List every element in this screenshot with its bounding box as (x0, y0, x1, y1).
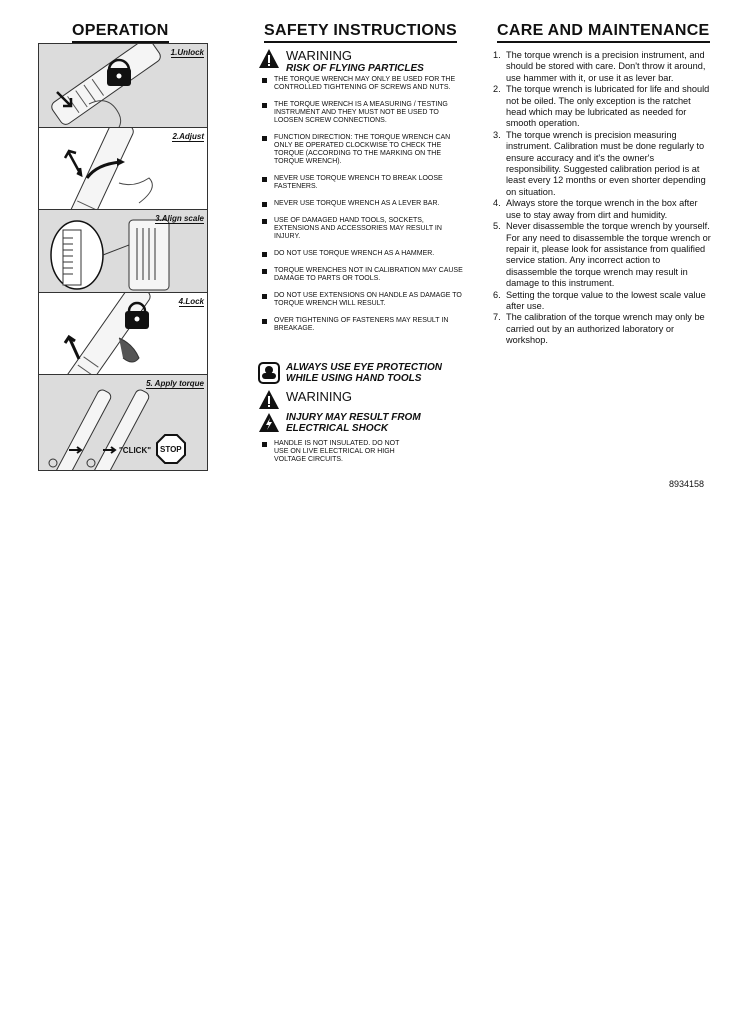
eye-protection-line2: WHILE USING HAND TOOLS (286, 373, 422, 384)
click-text: "CLICK" (119, 446, 152, 455)
item-text: Setting the torque value to the lowest scale value after use. (506, 289, 706, 311)
list-item: THE TORQUE WRENCH IS A MEASURING / TESTING INSTRUMENT AND THEY MUST NOT BE USED TO LOOSEN SCREW CONNECTIONS. (262, 101, 467, 125)
stop-sign-text: STOP (160, 445, 182, 454)
warning-subheading: RISK OF FLYING PARTICLES (286, 63, 424, 74)
step-align-scale-label: 3.Align scale (155, 214, 204, 223)
item-number: 4. (493, 198, 501, 209)
step-adjust-label: 2.Adjust (172, 132, 204, 141)
list-item (493, 198, 711, 221)
step-unlock-panel (38, 43, 208, 129)
step-adjust-panel (38, 127, 208, 211)
care-title: CARE AND MAINTENANCE (497, 22, 710, 43)
item-number: 2. (493, 84, 501, 95)
item-number: 1. (493, 50, 501, 60)
warning-heading: WARINING (286, 48, 352, 63)
safety-goggles-icon (258, 362, 280, 384)
item-text: The calibration of the torque wrench may only be carried out by an authorized laboratory or workshop. (506, 312, 705, 346)
item-number: 3. (493, 129, 501, 140)
list-item (493, 312, 711, 346)
list-item: NEVER USE TORQUE WRENCH AS A LEVER BAR. (262, 200, 467, 208)
list-item (493, 130, 711, 198)
warning-electrical (258, 389, 352, 411)
item-text: The torque wrench is lubricated for life and should not be oiled. The only exception is the ratchet head which may be lubricated as needed for smooth operation. (506, 84, 710, 129)
list-item: DO NOT USE EXTENSIONS ON HANDLE AS DAMAGE TO TORQUE WRENCH WILL RESULT. (262, 292, 467, 308)
eye-protection-notice (258, 362, 442, 384)
step-lock-panel (38, 292, 208, 376)
care-list (493, 50, 711, 347)
list-item: USE OF DAMAGED HAND TOOLS, SOCKETS, EXTENSIONS AND ACCESSORIES MAY RESULT IN INJURY. (262, 217, 467, 241)
electrical-line1: INJURY MAY RESULT FROM (286, 412, 421, 423)
warning-heading: WARINING (286, 389, 352, 404)
safety-title: SAFETY INSTRUCTIONS (264, 22, 457, 43)
warning-triangle-icon (258, 48, 280, 70)
step-apply-torque-label: 5. Apply torque (146, 379, 204, 388)
list-item (493, 290, 711, 313)
electrical-line2: ELECTRICAL SHOCK (286, 423, 389, 434)
document-number: 8934158 (669, 479, 705, 489)
list-item: FUNCTION DIRECTION: THE TORQUE WRENCH CAN ONLY BE OPERATED CLOCKWISE TO CHECK THE TORQUE (ACCORDING TO THE MARKING ON THE TORQUE WRENCH). (262, 134, 467, 166)
list-item: OVER TIGHTENING OF FASTENERS MAY RESULT IN BREAKAGE. (262, 317, 467, 333)
list-item: DO NOT USE TORQUE WRENCH AS A HAMMER. (262, 250, 467, 258)
eye-protection-line1: ALWAYS USE EYE PROTECTION (286, 362, 442, 373)
electrical-shock-notice (258, 412, 421, 434)
safety-bullet-list (262, 76, 467, 333)
list-item (493, 221, 711, 289)
item-text: The torque wrench is a precision instrument, and should be stored with care. Don't throw it around, use hammer with it, or use it as lever bar. (506, 50, 706, 83)
item-text: Always store the torque wrench in the box after use to stay away from dirt and humidity. (506, 198, 698, 220)
item-text: The torque wrench is precision measuring instrument. Calibration must be done regularly to ensure accuracy and it's the owner's responsibility. Suggested calibration period is at least every 12 months or even shorter depending on situation. (506, 129, 706, 197)
item-number: 6. (493, 289, 501, 300)
list-item: TORQUE WRENCHES NOT IN CALIBRATION MAY CAUSE DAMAGE TO PARTS OR TOOLS. (262, 267, 467, 283)
item-number: 5. (493, 221, 501, 232)
high-voltage-icon (258, 412, 280, 434)
step-lock-label: 4.Lock (178, 297, 204, 306)
list-item: NEVER USE TORQUE WRENCH TO BREAK LOOSE FASTENERS. (262, 175, 467, 191)
apply-torque-illustration (39, 375, 207, 470)
operation-title: OPERATION (72, 22, 169, 43)
list-item (493, 50, 711, 84)
step-align-scale-panel (38, 209, 208, 294)
item-number: 7. (493, 312, 501, 323)
list-item: THE TORQUE WRENCH MAY ONLY BE USED FOR THE CONTROLLED TIGHTENING OF SCREWS AND NUTS. (262, 76, 467, 92)
list-item: HANDLE IS NOT INSULATED. DO NOT USE ON LIVE ELECTRICAL OR HIGH VOLTAGE CIRCUITS. (262, 440, 412, 464)
electrical-bullet-list (262, 440, 412, 464)
list-item (493, 84, 711, 130)
warning-triangle-icon (258, 389, 280, 411)
step-unlock-label: 1.Unlock (170, 48, 204, 57)
warning-flying-particles (258, 48, 424, 74)
item-text: Never disassemble the torque wrench by yourself. For any need to disassemble the torque wrench or repair it, please look for assistance from qualified service station. Any incorrect action to disassemble the torque wrench may result in damage to this instrument. (506, 221, 711, 289)
step-apply-torque-panel (38, 374, 208, 471)
